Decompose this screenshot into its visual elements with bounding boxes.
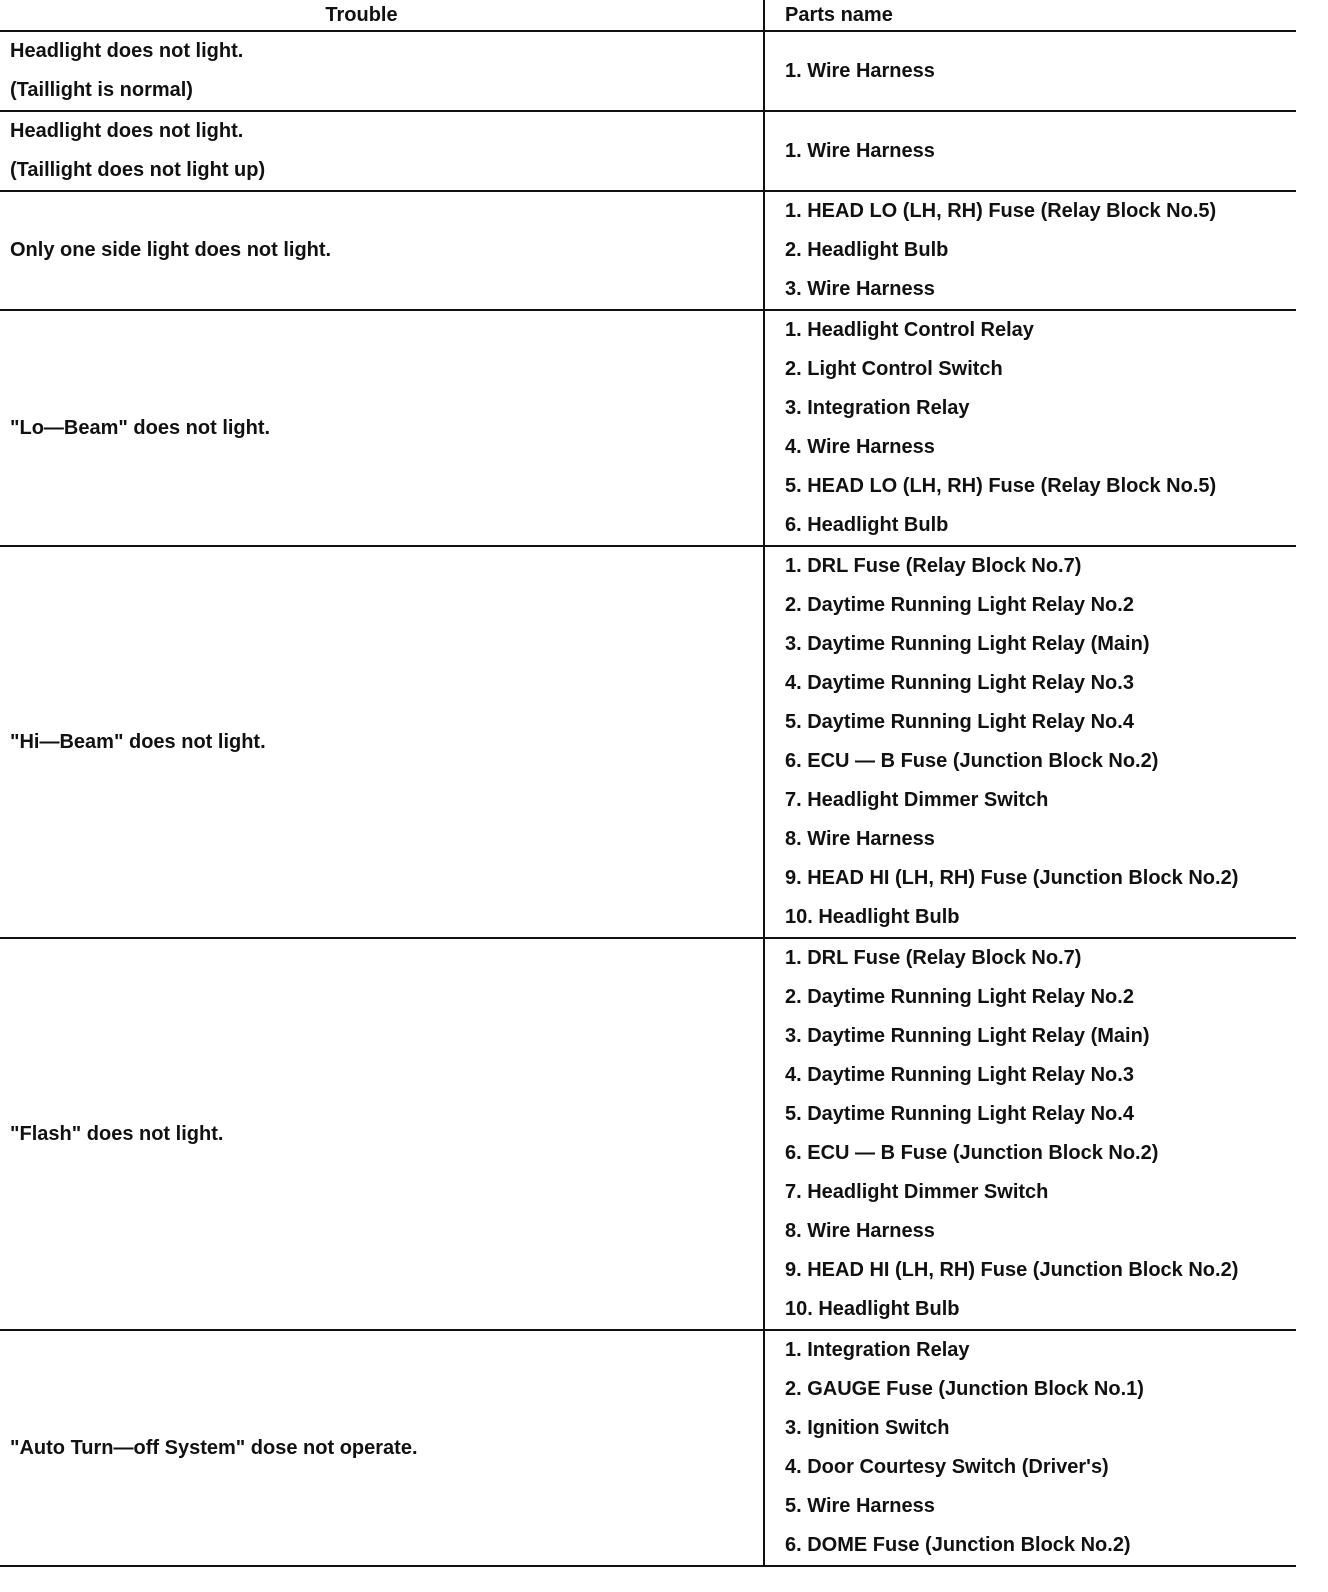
parts-cell — [764, 191, 1296, 310]
part-item: 10. Headlight Bulb — [785, 906, 960, 928]
part-item: 3. Wire Harness — [785, 278, 935, 300]
part-item: 4. Wire Harness — [785, 436, 935, 458]
header-row — [0, 0, 1296, 31]
table-row — [0, 1330, 1296, 1566]
parts-cell — [764, 938, 1296, 1330]
part-item: 7. Headlight Dimmer Switch — [785, 789, 1049, 811]
part-item: 5. Daytime Running Light Relay No.4 — [785, 1103, 1134, 1125]
part-item: 10. Headlight Bulb — [785, 1298, 960, 1320]
trouble-text: "Flash" does not light. — [10, 1122, 224, 1145]
part-item: 4. Daytime Running Light Relay No.3 — [785, 672, 1134, 694]
trouble-text: "Auto Turn—off System" dose not operate. — [10, 1436, 418, 1459]
part-item: 5. Daytime Running Light Relay No.4 — [785, 711, 1134, 733]
part-item: 6. DOME Fuse (Junction Block No.2) — [785, 1534, 1131, 1556]
parts-column-header: Parts name — [764, 0, 1296, 31]
parts-cell — [764, 310, 1296, 546]
part-item: 9. HEAD HI (LH, RH) Fuse (Junction Block No.2) — [785, 867, 1239, 889]
part-item: 1. Headlight Control Relay — [785, 319, 1034, 341]
parts-cell — [764, 31, 1296, 111]
part-item: 1. Wire Harness — [785, 139, 935, 162]
trouble-text: Headlight does not light. — [10, 120, 244, 142]
part-item: 2. Headlight Bulb — [785, 239, 949, 261]
part-item: 2. Daytime Running Light Relay No.2 — [785, 594, 1134, 616]
trouble-text: (Taillight does not light up) — [10, 159, 266, 181]
table-body — [0, 31, 1296, 1566]
part-item: 7. Headlight Dimmer Switch — [785, 1181, 1049, 1203]
trouble-text: Headlight does not light. — [10, 40, 244, 62]
part-item: 6. ECU — B Fuse (Junction Block No.2) — [785, 1142, 1159, 1164]
table-row — [0, 546, 1296, 938]
part-item: 3. Daytime Running Light Relay (Main) — [785, 633, 1150, 655]
part-item: 5. Wire Harness — [785, 1495, 935, 1517]
table-row — [0, 310, 1296, 546]
part-item: 3. Ignition Switch — [785, 1417, 950, 1439]
part-item: 4. Door Courtesy Switch (Driver's) — [785, 1456, 1109, 1478]
parts-cell — [764, 546, 1296, 938]
part-item: 5. HEAD LO (LH, RH) Fuse (Relay Block No.5) — [785, 475, 1217, 497]
part-item: 1. DRL Fuse (Relay Block No.7) — [785, 947, 1082, 969]
table-row — [0, 938, 1296, 1330]
table-header — [0, 0, 1296, 31]
parts-cell — [764, 111, 1296, 191]
trouble-cell — [0, 310, 764, 546]
table-row — [0, 31, 1296, 111]
trouble-text: (Taillight is normal) — [10, 79, 193, 101]
trouble-cell — [0, 111, 764, 191]
trouble-cell — [0, 191, 764, 310]
trouble-text: Only one side light does not light. — [10, 239, 332, 261]
table-row — [0, 111, 1296, 191]
part-item: 3. Daytime Running Light Relay (Main) — [785, 1025, 1150, 1047]
part-item: 2. Light Control Switch — [785, 358, 1003, 380]
trouble-cell — [0, 938, 764, 1330]
trouble-cell — [0, 1330, 764, 1566]
table-row — [0, 191, 1296, 310]
part-item: 1. DRL Fuse (Relay Block No.7) — [785, 555, 1082, 577]
part-item: 8. Wire Harness — [785, 1220, 935, 1242]
parts-cell — [764, 1330, 1296, 1566]
part-item: 3. Integration Relay — [785, 397, 970, 419]
trouble-text: "Hi—Beam" does not light. — [10, 730, 266, 753]
part-item: 9. HEAD HI (LH, RH) Fuse (Junction Block No.2) — [785, 1259, 1239, 1281]
trouble-cell — [0, 31, 764, 111]
trouble-column-header: Trouble — [0, 0, 764, 31]
trouble-cell — [0, 546, 764, 938]
trouble-text: "Lo—Beam" does not light. — [10, 416, 271, 439]
part-item: 1. HEAD LO (LH, RH) Fuse (Relay Block No.5) — [785, 200, 1217, 222]
part-item: 6. ECU — B Fuse (Junction Block No.2) — [785, 750, 1159, 772]
part-item: 2. GAUGE Fuse (Junction Block No.1) — [785, 1378, 1144, 1400]
part-item: 1. Integration Relay — [785, 1339, 970, 1361]
part-item: 4. Daytime Running Light Relay No.3 — [785, 1064, 1134, 1086]
part-item: 1. Wire Harness — [785, 59, 935, 82]
part-item: 6. Headlight Bulb — [785, 514, 949, 536]
part-item: 2. Daytime Running Light Relay No.2 — [785, 986, 1134, 1008]
part-item: 8. Wire Harness — [785, 828, 935, 850]
